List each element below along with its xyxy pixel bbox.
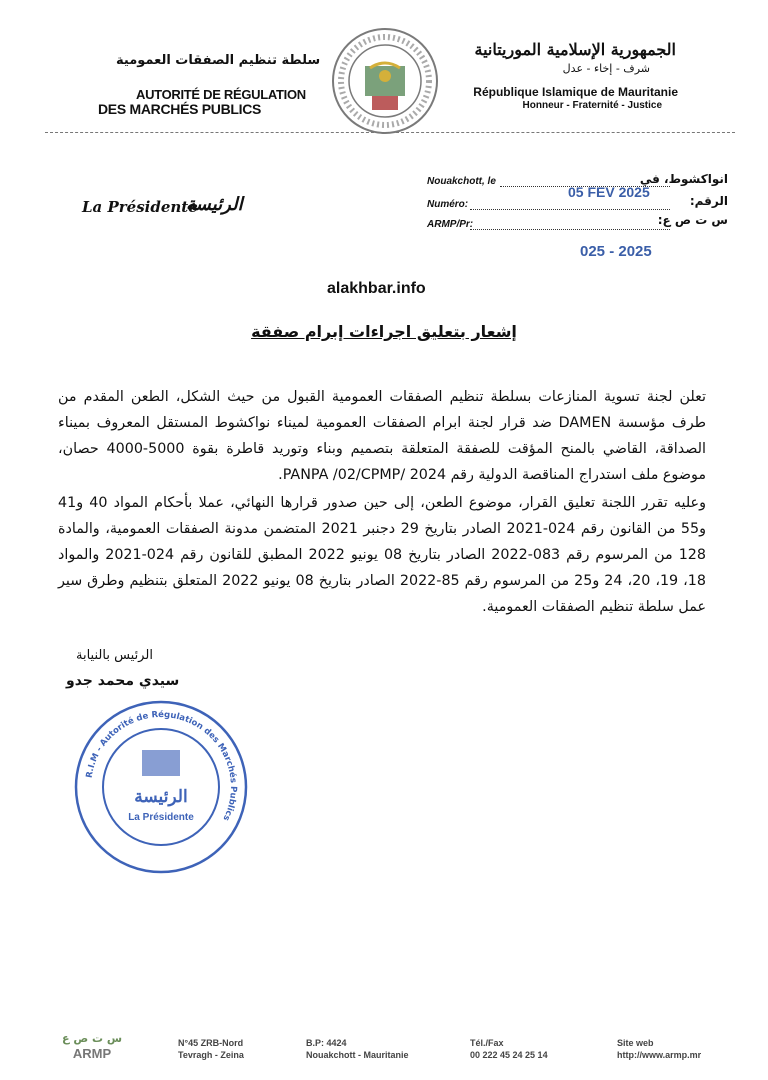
footer-bp-line1: B.P: 4424	[306, 1038, 347, 1048]
body-paragraph-1: تعلن لجنة تسوية المنازعات بسلطة تنظيم الصفقات العمومية القبول من حيث الشكل، الطعن المقدم من طرف مؤسسة DAMEN ضد قرار لجنة ابرام الصفقات العمومية لميناء نواكشوط المستقل المعروف بميناء الصداقة، القاضي بالمنح المؤقت للصفقة المتعلقة بتصميم وبناء وتوريد قاطرة بقوة 5000-4000 حصان، موضوع ملف استدراج المناقصة الدولية رقم 2024 /PANPA /02/CPMP.	[58, 389, 707, 483]
header-authority-ar: سلطة تنظيم الصفقات العمومية	[116, 53, 321, 68]
footer-logo-ar: س ت ص ع	[61, 1032, 123, 1045]
official-stamp	[72, 698, 250, 876]
presidente-fr: La Présidente	[82, 198, 198, 216]
signatory-title: الرئيس بالنيابة	[76, 648, 153, 663]
header-authority-fr-line2: DES MARCHÉS PUBLICS	[98, 101, 262, 117]
footer-tel-line2: 00 222 45 24 25 14	[470, 1050, 548, 1060]
armp-emblem-logo	[330, 26, 440, 136]
header-motto-ar: شرف - إخاء - عدل	[562, 62, 650, 75]
footer-web-link[interactable]: http://www.armp.mr	[617, 1050, 702, 1060]
signatory-name: سيدي محمد جدو	[66, 673, 180, 689]
stamp-center-ar: الرئيسة	[134, 787, 188, 807]
place-label-ar: انواكشوط، في	[639, 172, 728, 186]
number-label-ar: الرقم:	[689, 194, 728, 208]
presidente-ar: الرئيسة	[186, 194, 243, 215]
body-paragraph-2: وعليه تقرر اللجنة تعليق القرار، موضوع الطعن، إلى حين صدور قرارها النهائي، عملا بأحكام المواد 40 و41 و55 من القانون رقم 024-2021 الصادر بتاريخ 29 دجنبر 2021 المتضمن مدونة الصفقات العمومية، والمادة 128 من المرسوم رقم 083-2022 الصادر بتاريخ 08 يونيو 2022 المطبق للقانون رقم 024-2021 والمواد 18، 19، 20، 24 و25 من المرسوم رقم 85-2022 الصادر بتاريخ 08 يونيو 2022 المتعلق بتنظيم وطرق سير عمل سلطة تنظيم الصفقات العمومية.	[58, 495, 707, 615]
stamp-center-fr: La Présidente	[128, 812, 194, 823]
footer-tel-line1: Tél./Fax	[470, 1038, 504, 1048]
header-country-fr: République Islamique de Mauritanie	[473, 85, 678, 99]
armp-footer-logo	[52, 1028, 132, 1062]
header-country-ar: الجمهورية الإسلامية الموريتانية	[474, 40, 676, 59]
header-authority-fr-line1: AUTORITÉ DE RÉGULATION	[136, 87, 306, 102]
armp-label-fr: ARMP/Pr:	[427, 219, 474, 230]
document-date: 05 FEV 2025	[568, 184, 650, 200]
footer-address-line1: N°45 ZRB-Nord	[178, 1038, 244, 1048]
document-number: 025 - 2025	[580, 243, 652, 260]
source-watermark: alakhbar.info	[327, 280, 426, 297]
footer-bp-line2: Nouakchott - Mauritanie	[306, 1050, 409, 1060]
document-subject: إشعار بتعليق اجراءات إبرام صفقة	[251, 322, 517, 341]
dotted-line	[470, 209, 670, 210]
stamp-ring-text: R.I.M - Autorité de Régulation des Marchés Publics	[84, 709, 239, 823]
place-label-fr: Nouakchott, le	[427, 176, 496, 187]
header-divider	[45, 132, 735, 133]
header-motto-fr: Honneur - Fraternité - Justice	[522, 100, 662, 111]
footer-web-line1: Site web	[617, 1038, 654, 1048]
footer-logo-fr: ARMP	[72, 1046, 112, 1061]
number-label-fr: Numéro:	[427, 199, 469, 210]
footer-address-line2: Tevragh - Zeina	[178, 1050, 244, 1060]
armp-label-ar: س ت ص ع:	[657, 213, 728, 227]
dotted-line	[470, 229, 670, 230]
